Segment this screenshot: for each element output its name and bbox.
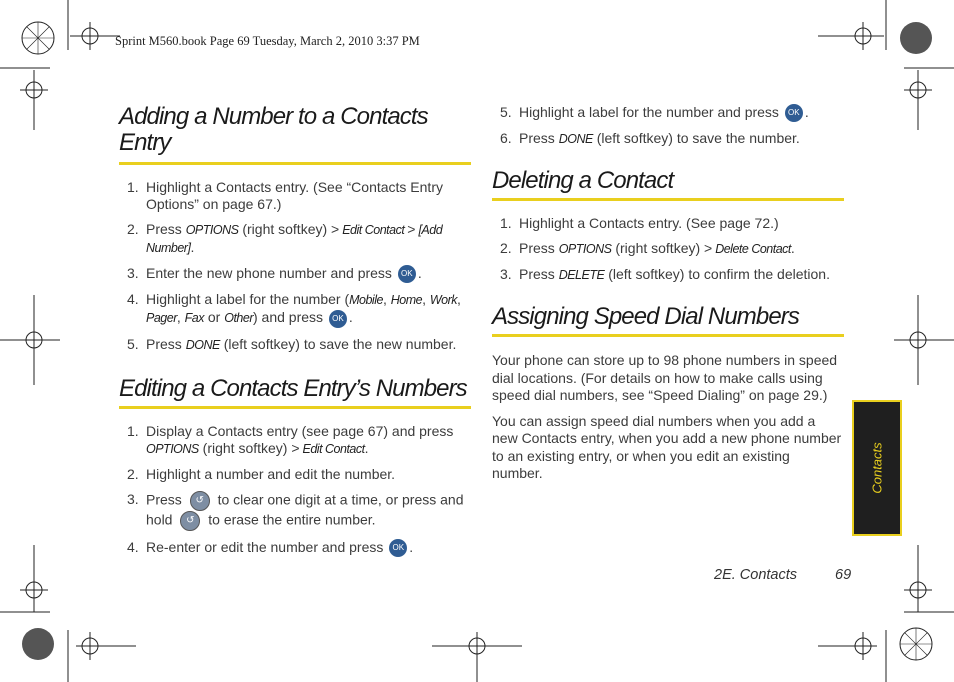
side-tab-label: Contacts [869,442,885,494]
section-title-deleting-contact: Deleting a Contact [492,168,844,201]
list-item: 2. Highlight a number and edit the number. [127,465,396,482]
list-item: 4. Re-enter or edit the number and press OK . [119,539,471,557]
section-title-adding-number: Adding a Number to a Contacts Entry [119,104,471,165]
list-item: 2. Press OPTIONS (right softkey) > Edit Contact > [Add Number]. [127,221,443,255]
list-item: 3. Press DELETE (left softkey) to confirm the deletion. [500,266,830,283]
adding-number-steps-continued [492,104,844,148]
back-key-icon: ↺ [180,511,200,531]
ok-key-icon: OK [329,310,347,328]
section-title-speed-dial: Assigning Speed Dial Numbers [492,304,844,337]
list-item: 3. Press ↺ to clear one digit at a time, or press and hold ↺ to erase the entire number. [119,491,471,531]
list-item: 1. Highlight a Contacts entry. (See page 72.) [500,215,779,232]
ok-key-icon: OK [785,104,803,122]
section-title-editing-numbers: Editing a Contacts Entry’s Numbers [119,376,471,409]
adding-number-steps [119,179,471,354]
footer-section: 2E. Contacts [714,567,798,583]
list-item: 2. Press OPTIONS (right softkey) > Delete Contact. [500,240,795,257]
paragraph: Your phone can store up to 98 phone numbers in speed dial locations. (For details on how to make calls using speed dial numbers, see “Speed Dialing” on page 29.) [492,352,838,403]
deleting-contact-steps [492,215,844,284]
print-slug: Sprint M560.book Page 69 Tuesday, March 2, 2010 3:37 PM [115,34,420,48]
paragraph: You can assign speed dial numbers when you add a new Contacts entry, when you add a new phone number to an existing entry, or when you edit an existing number. [492,413,842,482]
page-number: 69 [835,567,852,583]
ok-key-icon: OK [398,265,416,283]
list-item: 1. Highlight a Contacts entry. (See “Contacts Entry Options” on page 67.) [127,179,443,212]
list-item: 3. Enter the new phone number and press OK . [119,265,471,283]
section-side-tab [852,400,902,536]
list-item: 1. Display a Contacts entry (see page 67) and press OPTIONS (right softkey) > Edit Contact. [127,422,454,456]
left-column [119,104,471,557]
editing-numbers-steps [119,423,471,557]
back-key-icon: ↺ [190,491,210,511]
list-item: 6. Press DONE (left softkey) to save the number. [500,130,800,147]
list-item: 4. Highlight a label for the number (Mobile, Home, Work, Pager, Fax or Other) and press OK . [119,291,471,327]
right-column [492,104,844,482]
ok-key-icon: OK [389,539,407,557]
list-item: 5. Highlight a label for the number and press OK . [492,104,844,122]
list-item: 5. Press DONE (left softkey) to save the new number. [127,335,457,352]
